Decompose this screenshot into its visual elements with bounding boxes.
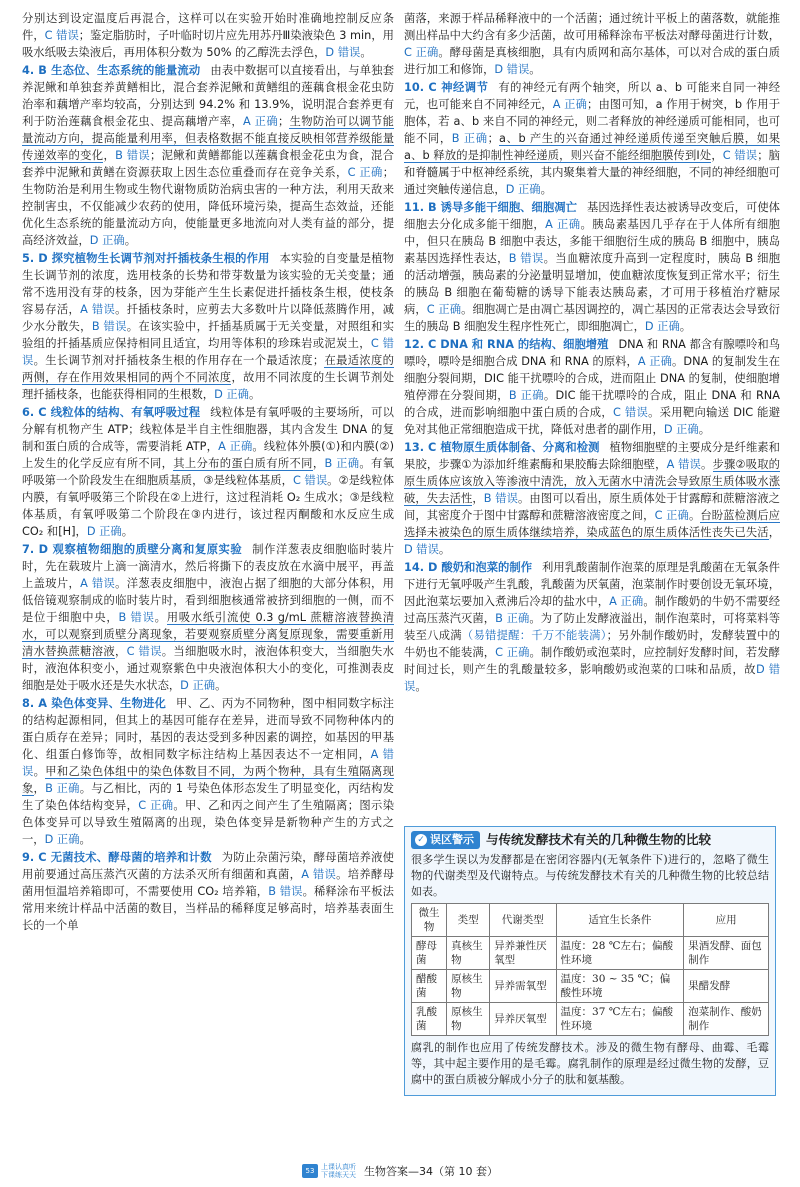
- table-row: [412, 1003, 769, 1036]
- verdict-label: A 错误: [80, 303, 116, 316]
- text-segment: 由表中数据可以直接看出，与单独套养泥鳅和单独套养黄鳝相比，混合套养泥鳅和黄鳝组的莲藕食根金花虫防治率和藕增产率均较高，分别达到 94.2% 和 13.9%，说明混合套养更有利于防治莲藕食根金花虫、提高藕增产率，: [22, 64, 394, 128]
- table-cell: 果酒发酵、面包制作: [684, 937, 769, 970]
- text-segment: ，: [768, 526, 780, 539]
- verdict-label: C 错误: [722, 149, 758, 162]
- key-point-underlined: 生物防治可以调节能量流动方向，提高能量利用率，但表格数据不能直接反映相邻营养级能量传递效率的变化: [22, 115, 394, 162]
- text-segment: 。由图可以看出，原生质体处于甘露醇和蔗糖溶液之间，其密度介于图中甘露醇和蔗糖溶液密度之间，: [404, 492, 780, 522]
- verdict-label: C 正确: [347, 166, 383, 179]
- text-segment: ；脑和脊髓属于中枢神经系统，其内聚集着大量的神经细胞，不同的神经细胞可通过突触传递信息，: [404, 149, 780, 196]
- text-segment: 。稀释涂布平板法常用来统计样品中活菌的数目，当样品的稀释度足够高时，培养基表面生长的一个单: [22, 885, 394, 932]
- verdict-label: B 正确: [508, 389, 544, 402]
- text-segment: DNA 和 RNA 都含有腺嘌呤和鸟嘌呤，嘌呤是细胞合成 DNA 和 RNA 的原料，: [404, 338, 780, 368]
- table-cell: 原核生物: [447, 970, 490, 1003]
- verdict-label: A 正确: [637, 355, 673, 368]
- question-number: 12. C: [404, 338, 437, 351]
- verdict-label: B 正确: [324, 457, 360, 470]
- answer-paragraph: [404, 199, 780, 335]
- verdict-label: D 正确: [505, 183, 541, 196]
- question-number: 5. D: [22, 252, 48, 265]
- topic-keyword: 观察植物细胞的质壁分离和复原实验: [52, 543, 243, 556]
- verdict-label: A 正确: [243, 115, 278, 128]
- table-header-cell: 适宜生长条件: [556, 904, 684, 937]
- table-header-cell: 代谢类型: [490, 904, 556, 937]
- text-segment: ；泥鳅和黄鳝都能以莲藕食根金花虫为食，混合套养中泥鳅和黄鳝在资源获取上因生态位重叠而存在竞争关系，: [22, 149, 394, 179]
- table-row: [412, 937, 769, 970]
- verdict-label: D 正确: [663, 423, 699, 436]
- table-row: [412, 970, 769, 1003]
- verdict-label: A 错误: [301, 868, 337, 881]
- verdict-label: B 错误: [508, 252, 544, 265]
- text-segment: ；另外制作酸奶时，发酵装置中的牛奶也不能装满，: [404, 629, 780, 659]
- topic-keyword: 生态位、生态系统的能量流动: [50, 64, 201, 77]
- text-segment: 。: [438, 543, 451, 556]
- text-segment: 菌落，来源于样品稀释液中的一个活菌；通过统计平板上的菌落数，就能推测出样品中大约含有多少活菌，故可用稀释涂布平板法对酵母菌进行计数，: [404, 12, 780, 42]
- text-segment: 。: [33, 765, 46, 778]
- left-column: [22, 10, 394, 935]
- table-cell: 温度：30 ~ 35 ℃；偏酸性环境: [556, 970, 684, 1003]
- text-segment: 。: [248, 388, 261, 401]
- answer-paragraph: [22, 62, 394, 249]
- verdict-label: C 错误: [22, 337, 394, 367]
- text-segment: 。: [124, 234, 136, 247]
- text-segment: 本实验的自变量是植物生长调节剂的浓度，选用枝条的长势和带芽数量为该实验的无关变量；通常不选用没有芽的枝条，因为芽能产生生长素促进扦插枝条生根，使枝条容易存活，: [22, 252, 394, 316]
- verdict-label: A 错误: [666, 458, 702, 471]
- warning-intro: 很多学生误以为发酵都是在密闭容器内(无氧条件下)进行的，忽略了微生物的代谢类型及代谢特点。与传统发酵技术有关的几种微生物的比较总结如表。: [411, 853, 769, 898]
- text-segment: 。细胞凋亡是由凋亡基因调控的，凋亡基因的正常表达会导致衍生的胰岛 B 细胞发生程序性死亡，即细胞凋亡，: [404, 303, 780, 333]
- text-segment: 。与乙相比，丙的 1 号染色体形态发生了明显变化，丙结构发生了染色体结构变异，: [22, 782, 394, 812]
- verdict-label: C 错误: [613, 406, 649, 419]
- logo-mark: 53: [302, 1164, 318, 1178]
- text-segment: 。: [679, 320, 692, 333]
- text-segment: 。当血糖浓度升高到一定程度时，胰岛 B 细胞的活动增强，胰岛素的分泌量明显增加，使血糖浓度恢复到正常水平；衍生的胰岛 B 细胞在葡萄糖的诱导下能表达胰岛素，才可用于移植治疗糖尿病，: [404, 252, 780, 316]
- page-footer: [0, 1162, 800, 1180]
- text-segment: 。为了防止发酵液溢出，制作泡菜时，可将菜料等装至八成满: [404, 612, 780, 642]
- text-segment: 。在该实验中，扦插基质属于无关变量，对照组和实验组的扦插基质应保持相同且适宜，均用等体积的珍珠岩或泥炭土，: [22, 320, 394, 350]
- text-segment: ，: [33, 782, 46, 795]
- key-point-underlined: 在最适浓度的两侧，存在作用效果相同的两个不同浓度: [22, 354, 394, 384]
- verdict-label: B 错误: [268, 885, 303, 898]
- text-segment: 。制作酸奶的牛奶不需要经过高压蒸汽灭菌，: [404, 595, 780, 625]
- answer-paragraph: [404, 439, 780, 558]
- text-segment: 。培养酵母菌用恒温培养箱即可，不需要使用 CO₂ 培养箱，: [22, 868, 394, 898]
- text-segment: 线粒体是有氧呼吸的主要场所，可以分解有机物产生 ATP；线粒体是半自主性细胞器，其内含发生 DNA 的复制和蛋白质的合成等，需要消耗 ATP，: [22, 406, 394, 453]
- verdict-label: B 正确: [495, 612, 530, 625]
- verdict-label: B 正确: [45, 782, 80, 795]
- table-cell: 乳酸菌: [412, 1003, 447, 1036]
- verdict-label: A 错误: [80, 577, 116, 590]
- answer-paragraph: [404, 10, 780, 78]
- verdict-label: D 正确: [89, 234, 125, 247]
- verdict-label: D 正确: [214, 388, 249, 401]
- question-number: 9. C: [22, 851, 47, 864]
- text-segment: 植物细胞壁的主要成分是纤维素和果胶，步骤①为添加纤维素酶和果胶酶去除细胞壁，: [404, 441, 780, 471]
- text-segment: ；: [487, 132, 499, 145]
- table-cell: 原核生物: [447, 1003, 490, 1036]
- answer-paragraph: [404, 336, 780, 438]
- text-segment: 制作洋葱表皮细胞临时装片时，先在载玻片上滴一滴清水，然后将撕下的表皮放在水滴中展平，再盖上盖玻片，: [22, 543, 394, 590]
- text-segment: ，: [103, 149, 116, 162]
- text-segment: 。有氧呼吸第一个阶段发生在细胞质基质，③是线粒体基质，: [22, 457, 394, 487]
- question-number: 6. C: [22, 406, 47, 419]
- verdict-label: C 正确: [404, 46, 439, 59]
- text-segment: 为防止杂菌污染，酵母菌培养液使用前要通过高压蒸汽灭菌的方法杀灭所有细菌和真菌，: [22, 851, 394, 881]
- question-number: 7. D: [22, 543, 49, 556]
- warning-note: 腐乳的制作也应用了传统发酵技术。涉及的微生物有酵母、曲霉、毛霉等，其中起主要作用的是毛霉。腐乳制作的原理是经过微生物的发酵，豆腐中的蛋白质被分解成小分子的肽和氨基酸。: [411, 1041, 769, 1086]
- publisher-logo: [302, 1163, 356, 1179]
- verdict-label: B 错误: [118, 611, 155, 624]
- topic-keyword: 探究植物生长调节剂对扦插枝条生根的作用: [51, 252, 270, 265]
- topic-keyword: 诱导多能干细胞、细胞凋亡: [440, 201, 577, 214]
- table-cell: 泡菜制作、酸奶制作: [684, 1003, 769, 1036]
- warning-badge-label: 误区警示: [430, 833, 474, 846]
- answer-paragraph: [404, 79, 780, 198]
- key-point-underlined: 用吸水纸引流使 0.3 g/mL 蔗糖溶液替换清水，可以观察到质壁分离现象，若要观察质壁分离复原现象，需要重新用清水替换蔗糖溶液: [22, 611, 394, 658]
- text-segment: 。: [540, 183, 552, 196]
- table-cell: 温度：37 ℃左右；偏酸性环境: [556, 1003, 684, 1036]
- table-cell: 真核生物: [447, 937, 490, 970]
- text-segment: ，故用不同浓度的生长调节剂处理扦插枝条，也能获得相同的生根数，: [22, 371, 394, 401]
- warning-header: [411, 831, 769, 849]
- answer-paragraph: [22, 404, 394, 540]
- text-segment: 。线粒体外膜(①)和内膜(②)上发生的化学反应有所不同，: [22, 440, 394, 470]
- verdict-label: A 正确: [609, 595, 644, 608]
- text-segment: 。: [79, 833, 91, 846]
- verdict-label: D 错误: [404, 663, 780, 693]
- answer-paragraph: [22, 849, 394, 934]
- text-segment: 。制作酸奶或泡菜时，应控制好发酵时间，若发酵时间过长，则产生的乳酸量较多，影响酸奶或泡菜的口味和品质，故: [404, 646, 780, 676]
- key-point-underlined: 台盼蓝检测后应选择未被染色的原生质体继续培养，染成蓝色的原生质体活性丧失已失活: [404, 509, 780, 539]
- verdict-label: B 正确: [451, 132, 488, 145]
- verdict-label: A 错误: [22, 748, 394, 778]
- verdict-label: D 正确: [644, 320, 680, 333]
- topic-keyword: 神经调节: [440, 81, 489, 94]
- text-segment: 。②是线粒体内膜，有氧呼吸第三个阶段在②上进行，这过程消耗 O₂ 生成水；③是线粒体基质，有氧呼吸第二个阶段在③内进行，该过程丙酮酸和水反应生成 CO₂ 和[H]，: [22, 474, 394, 538]
- text-segment: 。酵母菌是真核细胞，具有内质网和高尔基体，可以对合成的蛋白质进行加工和修饰，: [404, 46, 780, 76]
- topic-keyword: 线粒体的结构、有氧呼吸过程: [50, 406, 201, 419]
- verdict-label: D 正确: [44, 833, 80, 846]
- text-segment: 。: [415, 680, 427, 693]
- text-segment: 。当细胞吸水时，液泡体积变大，当细胞失水时，液泡体积变小，通过观察紫色中央液泡体积大小的变化，可推测表皮细胞是处于吸水还是失水状态，: [22, 645, 394, 692]
- text-segment: 。甲、乙和丙之间产生了生殖隔离；图示染色体变异可以导致生殖隔离的出现，染色体变异是新物种产生的方式之一，: [22, 799, 394, 846]
- microbe-comparison-table: [411, 903, 769, 1036]
- warning-title: 与传统发酵技术有关的几种微生物的比较: [486, 832, 712, 847]
- answer-paragraph: [22, 541, 394, 694]
- verdict-label: C 正确: [426, 303, 462, 316]
- text-segment: 。: [688, 509, 701, 522]
- text-segment: 。: [121, 525, 134, 538]
- text-segment: ；: [277, 115, 290, 128]
- verdict-label: C 正确: [138, 799, 174, 812]
- verdict-label: C 错误: [292, 474, 328, 487]
- verdict-label: C 错误: [44, 29, 79, 42]
- question-number: 8. A: [22, 697, 48, 710]
- logo-line-2: 下课练天天: [321, 1171, 356, 1179]
- text-segment: ；生物防治是利用生物或生物代谢物质防治病虫害的一种方法，利用天敌来控制害虫，不仅能减少农药的使用，降低环境污染，提高生态效益，还能优化生态系统的能量流动方向，使能量更多地流向对人类有益的部分，提高经济效益，: [22, 166, 394, 247]
- text-segment: 。DIC 能干扰嘌呤的合成，阻止 DNA 和 RNA 的合成，进而影响细胞中蛋白质的合成，: [404, 389, 780, 419]
- topic-keyword: 染色体变异、生物进化: [51, 697, 167, 710]
- key-point-underlined: 甲和乙染色体组中的染色体数目不同，为两个物种，具有生殖隔离现象: [22, 765, 394, 795]
- text-segment: 。: [215, 679, 227, 692]
- table-cell: 温度：28 ℃左右；偏酸性环境: [556, 937, 684, 970]
- verdict-label: C 错误: [126, 645, 162, 658]
- text-segment: 。: [698, 423, 711, 436]
- verdict-label: A 正确: [545, 218, 581, 231]
- text-segment: ，: [711, 149, 723, 162]
- table-cell: 果醋发酵: [684, 970, 769, 1003]
- verdict-label: D 正确: [86, 525, 122, 538]
- table-header-row: [412, 904, 769, 937]
- text-segment: ，: [312, 457, 325, 470]
- table-header-cell: 类型: [447, 904, 490, 937]
- text-segment: ，: [472, 492, 484, 505]
- table-header-cell: 微生物: [412, 904, 447, 937]
- verdict-label: C 正确: [495, 646, 530, 659]
- text-segment: 利用乳酸菌制作泡菜的原理是乳酸菌在无氧条件下进行无氧呼吸产生乳酸，乳酸菌为厌氧菌，泡菜制作时要创设无氧环境，因此泡菜坛要加入煮沸后冷却的盐水中，: [404, 561, 780, 608]
- text-segment: 。: [360, 46, 372, 59]
- text-segment: 甲、乙、丙为不同物种，图中相同数字标注的结构起源相同，但其上的基因可能存在差异，进而导致不同物种体内的蛋白质存在差异；同时，基因的表达受到多种因素的调控，如基因的甲基化、组蛋白修饰等，故相同数字标注结构上基因表达不一定相同，: [22, 697, 394, 761]
- topic-keyword: 无菌技术、酵母菌的培养和计数: [50, 851, 212, 864]
- warning-badge: [411, 831, 480, 849]
- table-cell: 酵母菌: [412, 937, 447, 970]
- topic-keyword: DNA 和 RNA 的结构、细胞增殖: [440, 338, 609, 351]
- table-cell: 异养兼性厌氧型: [490, 937, 556, 970]
- answer-paragraph: [22, 695, 394, 848]
- question-number: 4. B: [22, 64, 47, 77]
- verdict-label: D 正确: [180, 679, 216, 692]
- text-segment: 。采用靶向输送 DIC 能避免对其他正常细胞造成干扰，降低对患者的副作用，: [404, 406, 780, 436]
- text-segment: 。胰岛素基因几乎存在于人体所有细胞中，但只在胰岛 B 细胞中表达，多能干细胞衍生成的胰岛 B 细胞中，胰岛素基因选择性表达，: [404, 218, 780, 265]
- text-segment: 。DNA 的复制发生在细胞分裂间期，DIC 能干扰嘌呤的合成，进而阻止 DNA 的复制，使细胞增殖停滞在分裂间期，: [404, 355, 780, 402]
- text-segment: 。扦插枝条时，应剪去大多数叶片以降低蒸腾作用，减少水分散失，: [22, 303, 394, 333]
- question-number: 11. B: [404, 201, 437, 214]
- verdict-label: （易错提醒：千万不能装满）: [461, 629, 607, 642]
- logo-line-1: 上课认真听: [321, 1163, 356, 1171]
- key-point-underlined: 其上分布的蛋白质有所不同: [173, 457, 313, 470]
- verdict-label: B 错误: [115, 149, 151, 162]
- question-number: 13. C: [404, 441, 437, 454]
- text-segment: ，: [115, 645, 127, 658]
- text-segment: 。: [701, 458, 713, 471]
- text-segment: 。生长调节剂对扦插枝条生根的作用存在一个最适浓度；: [33, 354, 325, 367]
- checkmark-icon: ✓: [415, 834, 427, 846]
- question-number: 10. C: [404, 81, 437, 94]
- right-column: [404, 10, 780, 696]
- table-cell: 异养需氧型: [490, 970, 556, 1003]
- answer-paragraph: [404, 559, 780, 695]
- answer-paragraph: [22, 250, 394, 403]
- verdict-label: D 错误: [494, 63, 530, 76]
- answer-paragraph: [22, 10, 394, 61]
- verdict-label: C 正确: [654, 509, 689, 522]
- text-segment: ；由图可知，a 作用于树突，b 作用于胞体，若 a、b 来自不同的神经元，则二者释放的神经递质可能相同，也可能不同，: [404, 98, 780, 145]
- table-header-cell: 应用: [684, 904, 769, 937]
- question-number: 14. D: [404, 561, 438, 574]
- text-segment: 。洋葱表皮细胞中，液泡占据了细胞的大部分体积，用低倍镜观察制成的临时装片时，看到细胞核通常被挤到细胞的一侧，而不是位于细胞中央，: [22, 577, 394, 624]
- key-point-underlined: 步骤②吸取的原生质体应该放入等渗液中清洗，放入无菌水中清洗会导致原生质体吸水涨破，失去活性: [404, 458, 780, 505]
- verdict-label: A 正确: [218, 440, 253, 453]
- table-cell: 醋酸菌: [412, 970, 447, 1003]
- key-point-underlined: a、b 产生的兴奋通过神经递质传递至突触后膜，如果 a、b 释放的是抑制性神经递质，则兴奋不能经细胞膜传到Ⅰ处: [404, 132, 780, 162]
- topic-keyword: 植物原生质体制备、分离和检测: [440, 441, 600, 454]
- text-segment: 。: [154, 611, 167, 624]
- verdict-label: B 错误: [91, 320, 127, 333]
- text-segment: ；鉴定脂肪时，子叶临时切片应先用苏丹Ⅲ染液染色 3 min，用吸水纸吸去染液后，再用体积分数为 50% 的乙醇洗去浮色，: [22, 29, 394, 59]
- text-segment: 。: [529, 63, 541, 76]
- text-segment: 有的神经元有两个轴突，所以 a、b 可能来自同一神经元，也可能来自不同神经元，: [404, 81, 780, 111]
- misconception-warning-box: [404, 826, 776, 1096]
- verdict-label: B 错误: [483, 492, 519, 505]
- verdict-label: A 正确: [552, 98, 588, 111]
- topic-keyword: 酸奶和泡菜的制作: [441, 561, 533, 574]
- text-segment: 基因选择性表达被诱导改变后，可使体细胞去分化成多能干细胞，: [404, 201, 780, 231]
- page-number: 生物答案—34（第 10 套）: [364, 1164, 498, 1178]
- text-segment: 分别达到设定温度后再混合，这样可以在实验开始时准确地控制反应条件，: [22, 12, 394, 42]
- verdict-label: D 错误: [325, 46, 361, 59]
- table-cell: 异养厌氧型: [490, 1003, 556, 1036]
- verdict-label: D 错误: [404, 543, 439, 556]
